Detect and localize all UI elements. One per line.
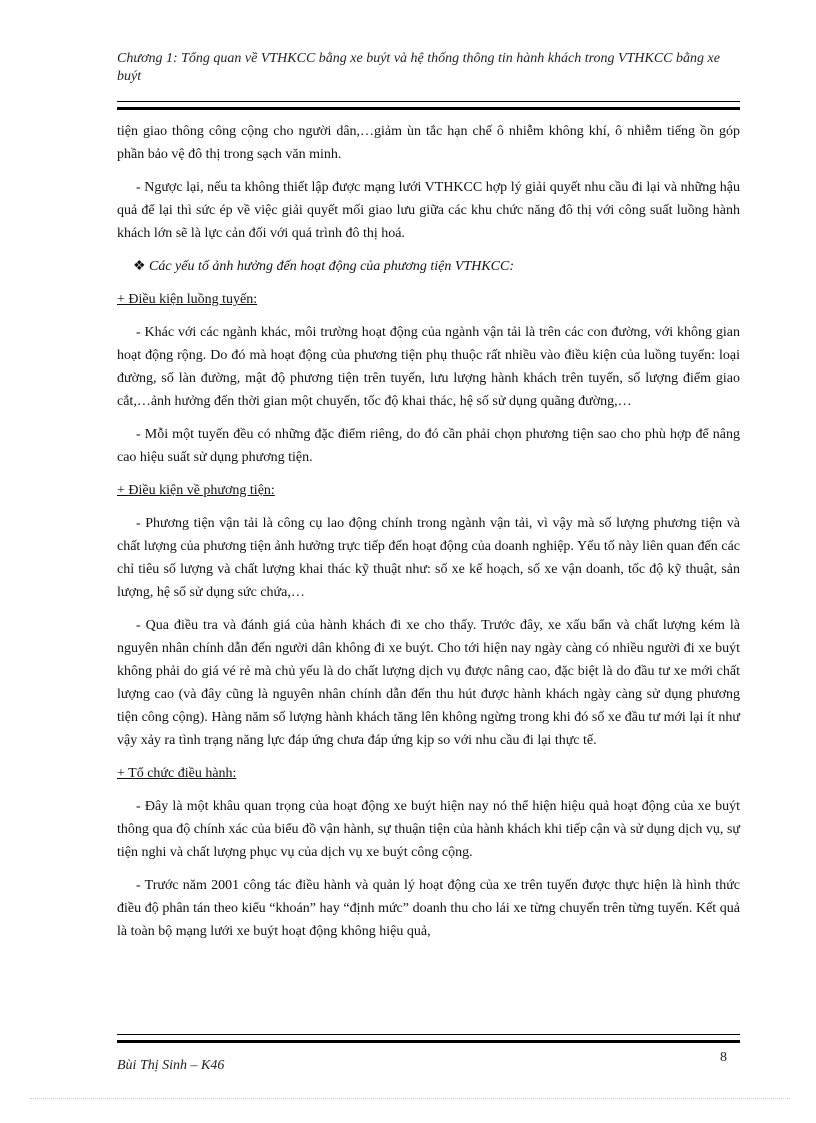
footer-author: Bùi Thị Sinh – K46 [117,1058,225,1073]
paragraph-vehicle-conditions: - Phương tiện vận tải là công cụ lao động chính trong ngành vận tải, vì vậy mà số lượng phương tiện và chất lượng của phương tiện ảnh hưởng trực tiếp đến hoạt động của doanh nghiệp. Yếu tố này liên quan đến các chỉ tiêu số lượng và chất lượng khai thác kỹ thuật như: số xe kế hoạch, số xe vận doanh, tốc độ kỹ thuật, sản lượng, hệ số sử dụng sức chứa,… [117,516,740,600]
diamond-bullet-icon: ❖ [133,259,146,274]
paragraph-route-conditions: - Khác với các ngành khác, môi trường hoạt động của ngành vận tải là trên các con đường, với không gian hoạt động rộng. Do đó mà hoạt động của phương tiện phụ thuộc rất nhiều vào điều kiện của luồng tuyến: loại đường, số làn đường, mật độ phương tiện trên tuyến, lưu lượng hành khách trên tuyến, số lượng điểm giao cắt,…ảnh hưởng đến thời gian một chuyến, tốc độ khai thác, hệ số sử dụng quãng đường,… [117,325,740,409]
section-heading-factors [117,255,740,278]
page-body [117,120,740,953]
paragraph-route-characteristics: - Mỗi một tuyến đều có những đặc điểm riêng, do đó cần phải chọn phương tiện sao cho phù hợp để nâng cao hiệu suất sử dụng phương tiện. [117,427,740,465]
subheading-operations: + Tổ chức điều hành: [117,766,237,781]
page-number: 8 [720,1050,727,1065]
section-heading-text: Các yếu tố ảnh hưởng đến hoạt động của phương tiện VTHKCC: [149,259,515,274]
page-header: Chương 1: Tổng quan về VTHKCC bằng xe buýt và hệ thống thông tin hành khách trong VTHKCC bằng xe buýt [117,51,720,84]
paragraph-network-pressure: - Ngược lại, nếu ta không thiết lập được mạng lưới VTHKCC hợp lý giải quyết nhu cầu đi lại và những hậu quả để lại thì sức ép về việc giải quyết mối giao lưu giữa các khu chức năng đô thị với công suất luồng hành khách lớn sẽ là lực cản đối với quá trình đô thị hoá. [117,180,740,241]
footer-rule [117,1034,740,1043]
paragraph-operations-history: - Trước năm 2001 công tác điều hành và quản lý hoạt động của xe trên tuyến được thực hiện là hình thức điều độ phân tán theo kiểu “khoán” hay “định mức” doanh thu cho lái xe từng chuyến trên từng tuyến. Kết quả là toàn bộ mạng lưới xe buýt hoạt động không hiệu quả, [117,878,740,939]
subheading-vehicle-conditions: + Điều kiện về phương tiện: [117,483,275,498]
paragraph-passenger-survey: - Qua điều tra và đánh giá của hành khách đi xe cho thấy. Trước đây, xe xấu bẩn và chất lượng kém là nguyên nhân chính dẫn đến người dân không đi xe buýt. Cho tới hiện nay ngày càng có nhiều người đi xe buýt không phải do giá vé rẻ mà chủ yếu là do chất lượng dịch vụ được nâng cao, đặc biệt là do đầu tư xe mới chất lượng cao (và đây cũng là nguyên nhân chính dẫn đến thu hút được hành khách ngày càng sử dụng phương tiện công cộng). Hàng năm số lượng hành khách tăng lên không ngừng trong khi đó số xe đầu tư mới lại ít như vậy xảy ra tình trạng năng lực đáp ứng chưa đáp ứng kịp so với nhu cầu đi lại thực tế. [117,618,740,748]
header-rule [117,101,740,110]
page-edge-divider [30,1098,790,1099]
paragraph-operations-importance: - Đây là một khâu quan trọng của hoạt động xe buýt hiện nay nó thể hiện hiệu quả hoạt động của xe buýt thông qua độ chính xác của biểu đồ vận hành, sự thuận tiện của hành khách khi tiếp cận và sử dụng dịch vụ, sự tiện nghi và chất lượng phục vụ của dịch vụ xe buýt công cộng. [117,799,740,860]
paragraph-continuation: tiện giao thông công cộng cho người dân,…giảm ùn tắc hạn chế ô nhiễm không khí, ô nhiễm tiếng ồn góp phần bảo vệ đô thị trong sạch văn minh. [117,124,740,162]
subheading-route-conditions: + Điều kiện luồng tuyến: [117,292,258,307]
